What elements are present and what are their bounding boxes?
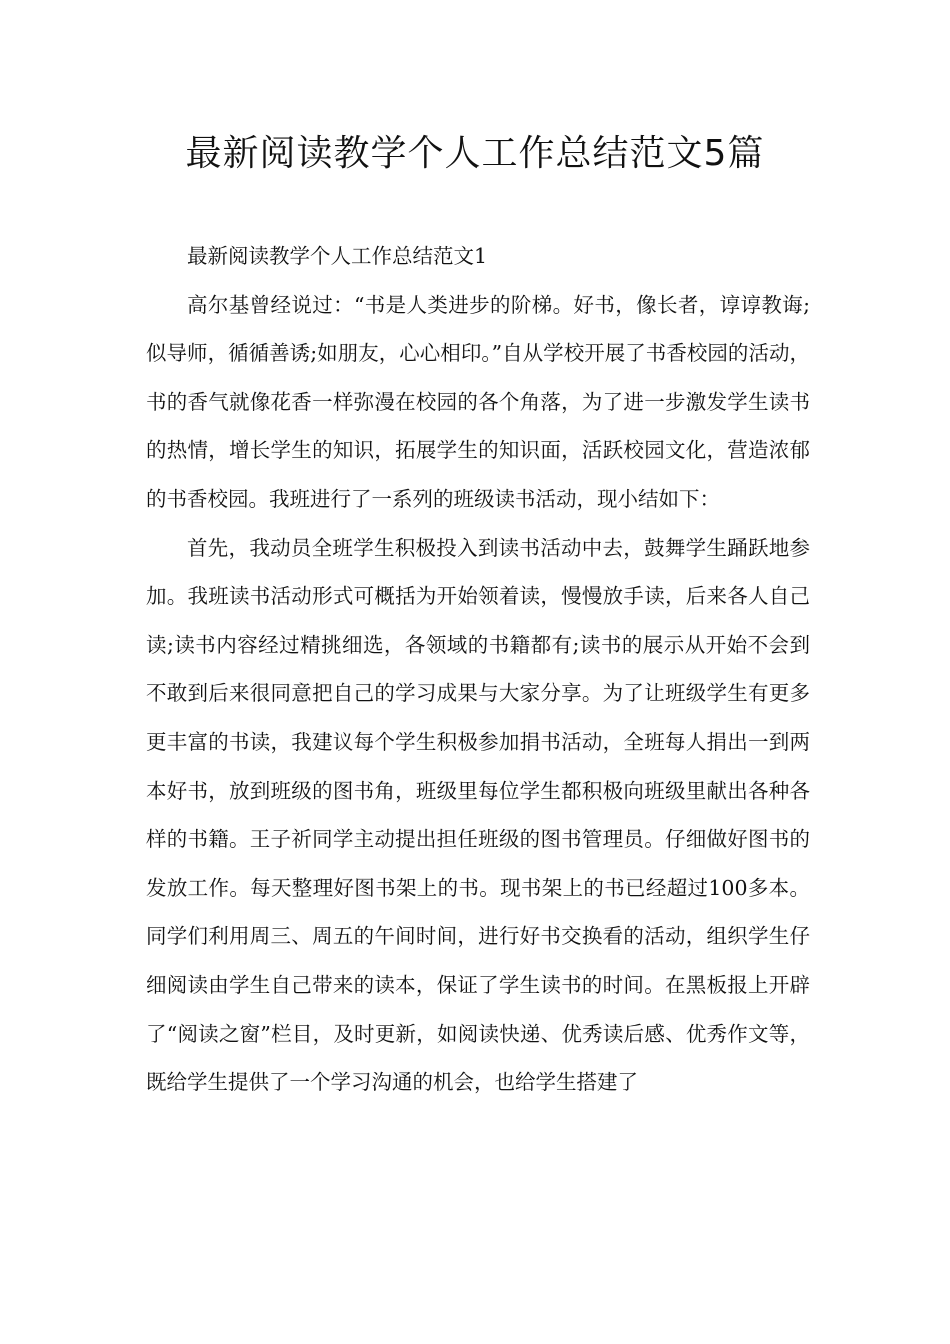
paragraph: 首先，我动员全班学生积极投入到读书活动中去，鼓舞学生踊跃地参加。我班读书活动形式可概括为开始领着读，慢慢放手读，后来各人自己读;读书内容经过精挑细选，各领域的书籍都有;读书的展示从开始不会到不敢到后来很同意把自己的学习成果与大家分享。为了让班级学生有更多更丰富的书读，我建议每个学生积极参加捐书活动，全班每人捐出一到两本好书，放到班级的图书角，班级里每位学生都积极向班级里献出各种各样的书籍。王子祈同学主动提出担任班级的图书管理员。仔细做好图书的发放工作。每天整理好图书架上的书。现书架上的书已经超过100多本。同学们利用周三、周五的午间时间，进行好书交换看的活动，组织学生仔细阅读由学生自己带来的读本，保证了学生读书的时间。在黑板报上开辟了“阅读之窗”栏目，及时更新，如阅读快递、优秀读后感、优秀作文等，既给学生提供了一个学习沟通的机会，也给学生搭建了	[146, 535, 810, 1095]
document-body	[146, 232, 810, 1107]
document-title: 最新阅读教学个人工作总结范文5篇	[185, 133, 765, 174]
section-heading: 最新阅读教学个人工作总结范文1	[187, 244, 488, 268]
paragraph: 高尔基曾经说过：“书是人类进步的阶梯。好书，像长者，谆谆教诲;似导师，循循善诱;如朋友，心心相印。”自从学校开展了书香校园的活动，书的香气就像花香一样弥漫在校园的各个角落，为了进一步激发学生读书的热情，增长学生的知识，拓展学生的知识面，活跃校园文化，营造浓郁的书香校园。我班进行了一系列的班级读书活动，现小结如下：	[146, 292, 810, 511]
